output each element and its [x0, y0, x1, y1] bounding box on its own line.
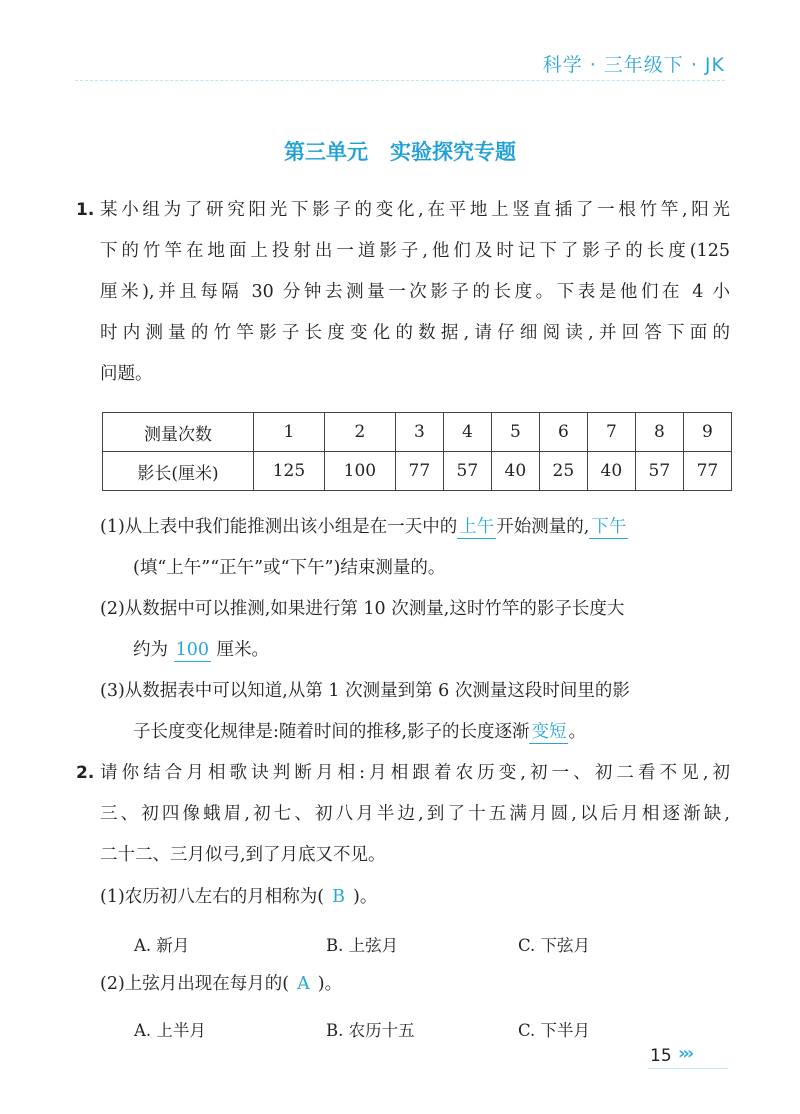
sub-label: (1) [100, 517, 125, 537]
question-text-line: 三、初四像蛾眉,初七、初八月半边,到了十五满月圆,以后月相逐渐缺, [100, 804, 730, 824]
table-cell: 2 [324, 413, 395, 452]
answer-blank: 上午 [459, 517, 495, 537]
page-header [75, 44, 725, 81]
table-cell: 57 [635, 452, 683, 491]
answer-choice: B [332, 887, 345, 907]
answer-blank: 100 [175, 640, 209, 660]
table-cell: 6 [539, 413, 587, 452]
question-text-line: 某小组为了研究阳光下影子的变化,在平地上竖直插了一根竹竿,阳光 [100, 200, 730, 220]
sub-text: (填“上午”“正午”或“下午”)结束测量的。 [133, 558, 446, 578]
option-b: B. 农历十五 [326, 1021, 415, 1040]
question-text-line: 下的竹竿在地面上投射出一道影子,他们及时记下了影子的长度(125 [100, 241, 730, 261]
table-cell: 7 [587, 413, 635, 452]
sub-text: 厘米。 [210, 640, 270, 660]
table-cell: 100 [324, 452, 395, 491]
table-cell: 3 [395, 413, 443, 452]
answer-blank: 变短 [531, 722, 567, 742]
sub-text: 农历初八左右的月相称为( [124, 887, 325, 907]
table-cell: 4 [443, 413, 491, 452]
option-b: B. 上弦月 [326, 936, 399, 955]
answer-choice: A [297, 974, 310, 994]
question-1 [76, 190, 730, 395]
question-text-line: 时内测量的竹竿影子长度变化的数据,请仔细阅读,并回答下面的 [100, 323, 730, 343]
table-row [103, 452, 732, 491]
sub-label: (2) [100, 974, 125, 994]
sub-text: 从数据中可以推测,如果进行第 10 次测量,这时竹竿的影子长度大 [124, 599, 625, 619]
sub-text: )。 [317, 974, 343, 994]
q1-sub2 [100, 589, 730, 671]
table-row [103, 413, 732, 452]
q1-sub1 [100, 507, 730, 589]
table-cell: 57 [443, 452, 491, 491]
question-2 [76, 753, 730, 876]
question-number: 1. [76, 200, 95, 220]
sub-label: (1) [100, 887, 125, 907]
unit-title-part1: 第三单元 [284, 140, 368, 164]
question-number: 2. [76, 763, 95, 783]
sub-text: 从上表中我们能推测出该小组是在一天中的 [124, 517, 458, 537]
unit-title-part2: 实验探究专题 [390, 140, 516, 164]
row-header: 测量次数 [103, 413, 254, 452]
sub-label: (2) [100, 599, 125, 619]
table-cell: 9 [683, 413, 731, 452]
sub-text: 子长度变化规律是:随着时间的推移,影子的长度逐渐 [133, 722, 530, 742]
page-number: 15 [650, 1046, 672, 1066]
header-title: 科学 · 三年级下 · JK [542, 54, 725, 76]
answer-blank: 下午 [591, 517, 627, 537]
table-cell: 125 [254, 452, 325, 491]
sub-text: 上弦月出现在每月的( [124, 974, 290, 994]
table-cell: 77 [683, 452, 731, 491]
sub-text: )。 [353, 887, 378, 907]
option-c: C. 下弦月 [518, 936, 591, 955]
option-c: C. 下半月 [518, 1021, 591, 1040]
table-cell: 40 [587, 452, 635, 491]
q2-sub2 [100, 964, 730, 1005]
question-text-line: 问题。 [100, 364, 153, 384]
sub-text: 从数据表中可以知道,从第 1 次测量到第 6 次测量这段时间里的影 [124, 681, 630, 701]
unit-title [0, 136, 800, 166]
sub-text: 开始测量的, [496, 517, 590, 537]
option-a: A. 新月 [134, 936, 190, 955]
table-cell: 8 [635, 413, 683, 452]
sub-text: 约为 [133, 640, 174, 660]
table-cell: 25 [539, 452, 587, 491]
shadow-length-table [102, 412, 732, 491]
q2-sub1 [100, 877, 730, 918]
table-cell: 77 [395, 452, 443, 491]
table-cell: 5 [491, 413, 539, 452]
question-text-line: 请你结合月相歌诀判断月相:月相跟着农历变,初一、初二看不见,初 [100, 763, 730, 783]
footer-divider [648, 1068, 728, 1069]
table-cell: 1 [254, 413, 325, 452]
row-header: 影长(厘米) [103, 452, 254, 491]
question-text-line: 二十二、三月似弓,到了月底又不见。 [100, 845, 386, 865]
sub-text: 。 [568, 722, 586, 742]
option-a: A. 上半月 [134, 1021, 206, 1040]
sub-label: (3) [100, 681, 125, 701]
table-cell: 40 [491, 452, 539, 491]
next-arrows-icon: ››› [678, 1043, 692, 1064]
q1-sub3 [100, 671, 730, 753]
question-text-line: 厘米),并且每隔 30 分钟去测量一次影子的长度。下表是他们在 4 小 [100, 282, 730, 302]
